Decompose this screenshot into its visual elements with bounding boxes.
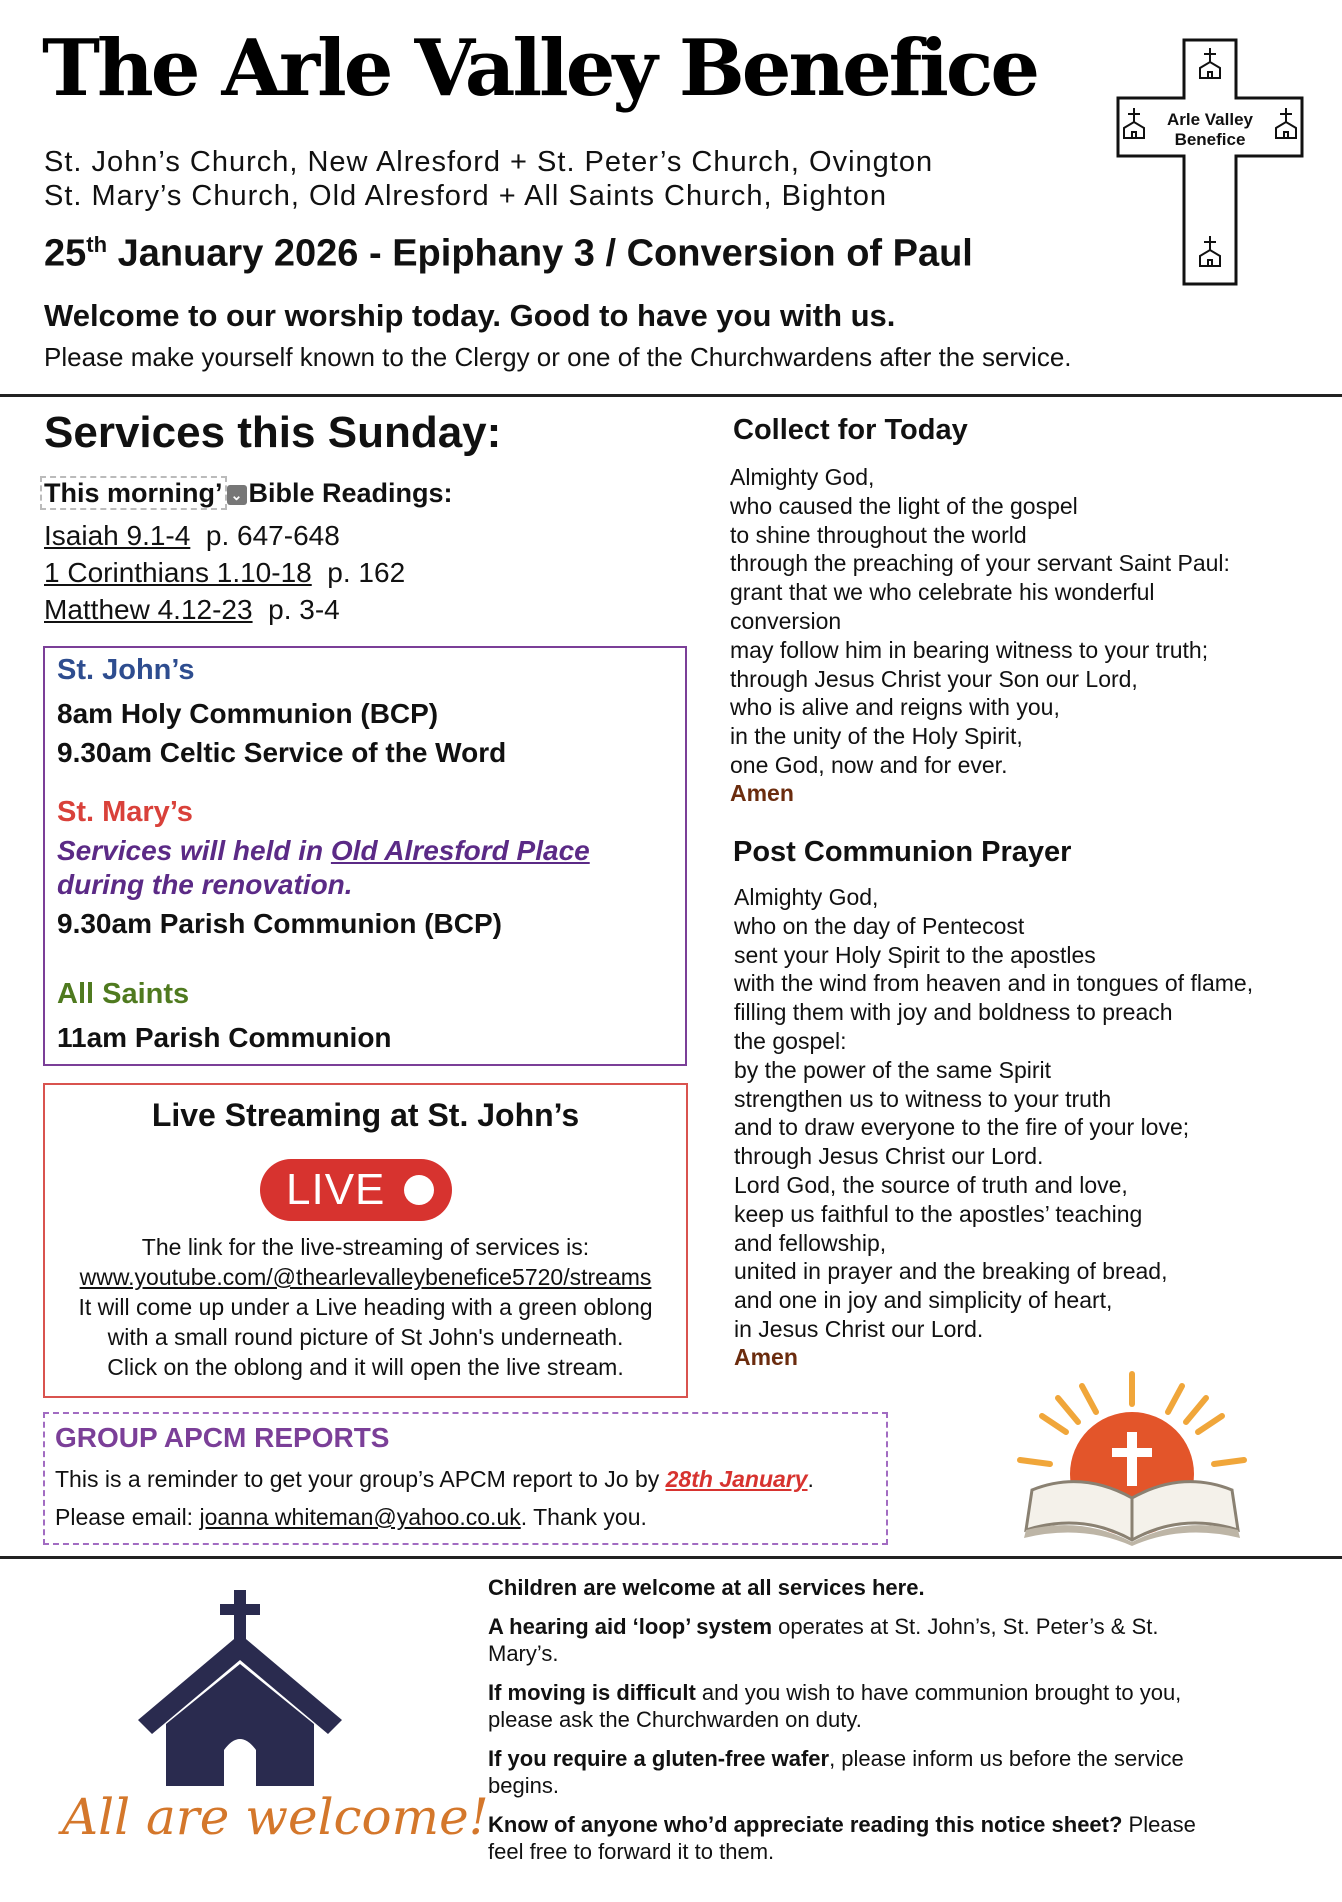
service-item: 9.30am Parish Communion (BCP) [57,908,502,939]
apcm-text: This is a reminder to get your group’s APCM report to Jo by [55,1466,666,1492]
logo-line-1: Arle Valley [1166,110,1253,129]
bible-icon [1012,1370,1252,1546]
readings-heading [42,478,453,509]
readings-heading-part-b: Bible Readings: [248,478,453,508]
apcm-reminder [55,1466,814,1493]
collect-amen: Amen [730,780,794,806]
service-date [44,232,973,276]
footer-info [488,1574,1208,1877]
info-rest: operates at St. John’s, St. Peter’s & St. Mary’s. [488,1614,1159,1666]
note-text: Services will held in [57,835,331,866]
apcm-email-line [55,1504,647,1531]
apcm-text-end: . Thank you. [520,1504,647,1530]
service-item: 11am Parish Communion [57,1022,392,1053]
info-bold: If moving is difficult [488,1680,696,1705]
reading-page: p. 3-4 [268,594,340,625]
services-heading: Services this Sunday: [44,408,502,457]
page-title: The Arle Valley Benefice [42,23,1038,114]
info-bold: Children are welcome at all services here. [488,1575,925,1600]
live-badge[interactable] [260,1159,452,1221]
live-stream-link[interactable]: www.youtube.com/@thearlevalleybenefice5720/streams [79,1264,652,1290]
date-day: 25 [44,232,87,275]
apcm-text: Please email: [55,1504,200,1530]
info-item [488,1811,1208,1865]
chevron-down-icon[interactable]: ⌄ [227,485,247,505]
footer-divider [0,1556,1342,1559]
reading-link[interactable]: Isaiah 9.1-4 [44,520,191,551]
all-are-welcome-script: All are welcome! [62,1788,489,1846]
info-item [488,1679,1208,1733]
info-bold: Know of anyone who’d appreciate reading this notice sheet? [488,1812,1123,1837]
logo-line-2: Benefice [1174,130,1246,149]
live-badge-label: LIVE [286,1165,386,1214]
church-icon [132,1590,352,1790]
reading-page: p. 162 [327,557,406,588]
live-title: Live Streaming at St. John’s [151,1097,580,1133]
apcm-box [43,1412,888,1545]
church-image [132,1590,352,1790]
bible-sunburst-image [1012,1370,1252,1546]
record-dot-icon [404,1175,434,1205]
reading-link[interactable]: 1 Corinthians 1.10-18 [44,557,312,588]
live-line: Click on the oblong and it will open the live stream. [107,1354,624,1380]
info-bold: A hearing aid ‘loop’ system [488,1614,773,1639]
apcm-title: GROUP APCM REPORTS [55,1422,390,1453]
services-box [43,646,687,1066]
reading-link[interactable]: Matthew 4.12-23 [44,594,253,625]
date-rest: January 2026 - Epiphany 3 / Conversion of Paul [107,232,973,275]
church-name-st-johns: St. John’s [57,654,195,686]
info-bold: If you require a gluten-free wafer [488,1746,830,1771]
info-item [488,1574,1208,1601]
info-rest: , please inform us before the service begins. [488,1746,1184,1798]
st-marys-note [57,834,657,902]
post-communion-amen: Amen [734,1344,798,1370]
live-streaming-box [43,1083,688,1398]
church-name-st-marys: St. Mary’s [57,796,193,828]
welcome-intro: Please make yourself known to the Clergy or one of the Churchwardens after the service. [44,342,1072,372]
info-item [488,1745,1208,1799]
live-instructions [45,1232,686,1382]
churches-line-2: St. Mary’s Church, Old Alresford + All Saints Church, Bighton [44,180,888,212]
date-suffix: th [86,232,108,257]
post-communion-heading: Post Communion Prayer [733,836,1072,868]
apcm-deadline: 28th January [665,1466,808,1492]
email-link[interactable]: joanna whiteman@yahoo.co.uk [199,1504,521,1530]
readings-heading-part-a: This morning’ [44,478,223,508]
info-rest: and you wish to have communion brought to you, please ask the Churchwarden on duty. [488,1680,1182,1732]
note-text-2: during the renovation. [57,869,353,900]
service-item: 8am Holy Communion (BCP) [57,698,439,729]
post-communion-text: Almighty God, who on the day of Pentecost sent your Holy Spirit to the apostles with the wind from heaven and in tongues of flame, filling them with joy and boldness to preach the gospel: by the power of the same Spirit strengthen us to witness to your truth and to draw everyone to the fire of your love; through Jesus Christ our Lord. Lord God, the source of truth and love, keep us faithful to the apostles’ teaching and fellowship, united in prayer and the breaking of bread, and one in joy and simplicity of heart, in Jesus Christ our Lord. [734,884,1254,1342]
church-name-all-saints: All Saints [57,978,190,1010]
welcome-heading: Welcome to our worship today. Good to have you with us. [44,298,896,333]
live-line: with a small round picture of St John's underneath. [107,1324,624,1350]
live-line: The link for the live-streaming of services is: [141,1234,590,1260]
benefice-logo [1112,38,1308,286]
churches-line-1: St. John’s Church, New Alresford + St. Peter’s Church, Ovington [44,146,934,178]
reading-page: p. 647-648 [205,520,340,551]
collect-text: Almighty God, who caused the light of the gospel to shine throughout the world through the preaching of your servant Saint Paul: grant that we who celebrate his wonderful conversion may follow him in bearing witness to your truth; through Jesus Christ your Son our Lord, who is alive and reigns with you, in the unity of the Holy Spirit, one God, now and for ever. [730,464,1230,778]
reading-item [44,594,340,626]
reading-item [44,557,405,589]
info-rest: Please feel free to forward it to them. [488,1812,1196,1864]
collect-heading: Collect for Today [733,414,968,446]
apcm-text-end: . [807,1466,814,1492]
live-line: It will come up under a Live heading with a green oblong [78,1294,653,1320]
reading-item [44,520,340,552]
cross-logo-icon [1112,38,1308,286]
note-link[interactable]: Old Alresford Place [330,835,590,866]
info-item [488,1613,1208,1667]
service-item: 9.30am Celtic Service of the Word [57,737,507,768]
header-divider [0,394,1342,397]
